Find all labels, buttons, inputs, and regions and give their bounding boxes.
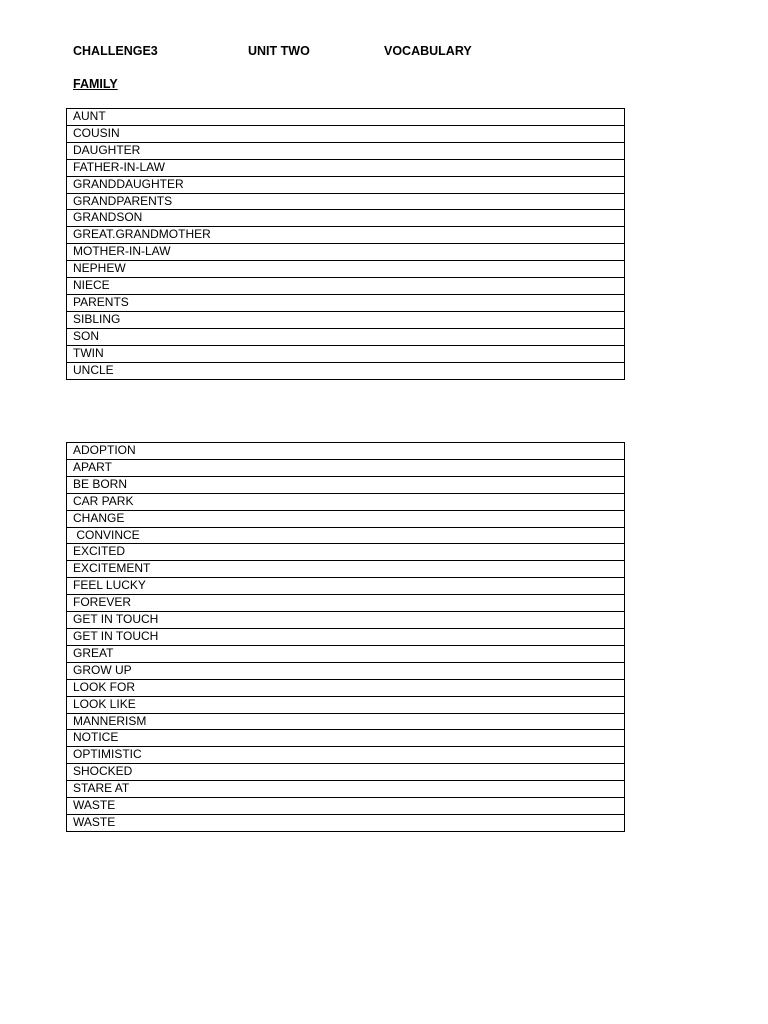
table-row [67,443,625,460]
vocabulary-word: TWIN [67,345,625,362]
vocabulary-word: PARENTS [67,294,625,311]
vocabulary-word: MANNERISM [67,713,625,730]
table-row [67,311,625,328]
vocabulary-word: NEPHEW [67,261,625,278]
table-row [67,730,625,747]
vocabulary-word: UNCLE [67,362,625,379]
table-row [67,159,625,176]
table-row [67,713,625,730]
table-row [67,747,625,764]
table-row [67,662,625,679]
vocabulary-word: AUNT [67,109,625,126]
vocabulary-word: SIBLING [67,311,625,328]
table-row [67,294,625,311]
vocabulary-word: LOOK FOR [67,679,625,696]
table-row [67,645,625,662]
table-row [67,595,625,612]
vocabulary-word: STARE AT [67,781,625,798]
family-vocabulary-table-body [67,109,625,380]
table-row [67,764,625,781]
table-row [67,193,625,210]
vocabulary-word: EXCITED [67,544,625,561]
table-row [67,814,625,831]
general-vocabulary-table-body [67,443,625,832]
table-row [67,476,625,493]
vocabulary-word: FOREVER [67,595,625,612]
table-row [67,493,625,510]
table-row [67,278,625,295]
vocabulary-word: NOTICE [67,730,625,747]
table-row [67,210,625,227]
table-row [67,628,625,645]
table-row [67,125,625,142]
vocabulary-word: GET IN TOUCH [67,612,625,629]
table-row [67,679,625,696]
table-row [67,227,625,244]
table-row [67,578,625,595]
table-row [67,781,625,798]
vocabulary-word: GRANDSON [67,210,625,227]
header-unit: UNIT TWO [248,44,310,58]
document-header [73,44,673,62]
vocabulary-word: GRANDPARENTS [67,193,625,210]
table-row [67,612,625,629]
header-topic: VOCABULARY [384,44,472,58]
table-row [67,176,625,193]
family-vocabulary-table [66,108,625,380]
table-row [67,362,625,379]
table-row [67,561,625,578]
vocabulary-word: GROW UP [67,662,625,679]
vocabulary-word: GREAT.GRANDMOTHER [67,227,625,244]
vocabulary-word: CONVINCE [67,527,625,544]
vocabulary-word: SON [67,328,625,345]
vocabulary-word: FATHER-IN-LAW [67,159,625,176]
table-row [67,345,625,362]
vocabulary-word: BE BORN [67,476,625,493]
table-row [67,696,625,713]
section-title-family: FAMILY [73,77,118,91]
table-row [67,510,625,527]
vocabulary-word: LOOK LIKE [67,696,625,713]
vocabulary-word: OPTIMISTIC [67,747,625,764]
table-row [67,142,625,159]
vocabulary-word: CAR PARK [67,493,625,510]
table-row [67,527,625,544]
vocabulary-word: CHANGE [67,510,625,527]
vocabulary-word: NIECE [67,278,625,295]
table-row [67,459,625,476]
vocabulary-word: WASTE [67,814,625,831]
table-row [67,798,625,815]
vocabulary-word: GRANDDAUGHTER [67,176,625,193]
header-course: CHALLENGE3 [73,44,158,58]
vocabulary-word: COUSIN [67,125,625,142]
table-row [67,544,625,561]
vocabulary-word: WASTE [67,798,625,815]
table-row [67,109,625,126]
table-row [67,261,625,278]
vocabulary-word: ADOPTION [67,443,625,460]
table-row [67,328,625,345]
vocabulary-word: MOTHER-IN-LAW [67,244,625,261]
vocabulary-word: GREAT [67,645,625,662]
vocabulary-word: DAUGHTER [67,142,625,159]
table-row [67,244,625,261]
general-vocabulary-table [66,442,625,832]
vocabulary-word: FEEL LUCKY [67,578,625,595]
vocabulary-word: EXCITEMENT [67,561,625,578]
vocabulary-word: APART [67,459,625,476]
vocabulary-word: GET IN TOUCH [67,628,625,645]
vocabulary-word: SHOCKED [67,764,625,781]
